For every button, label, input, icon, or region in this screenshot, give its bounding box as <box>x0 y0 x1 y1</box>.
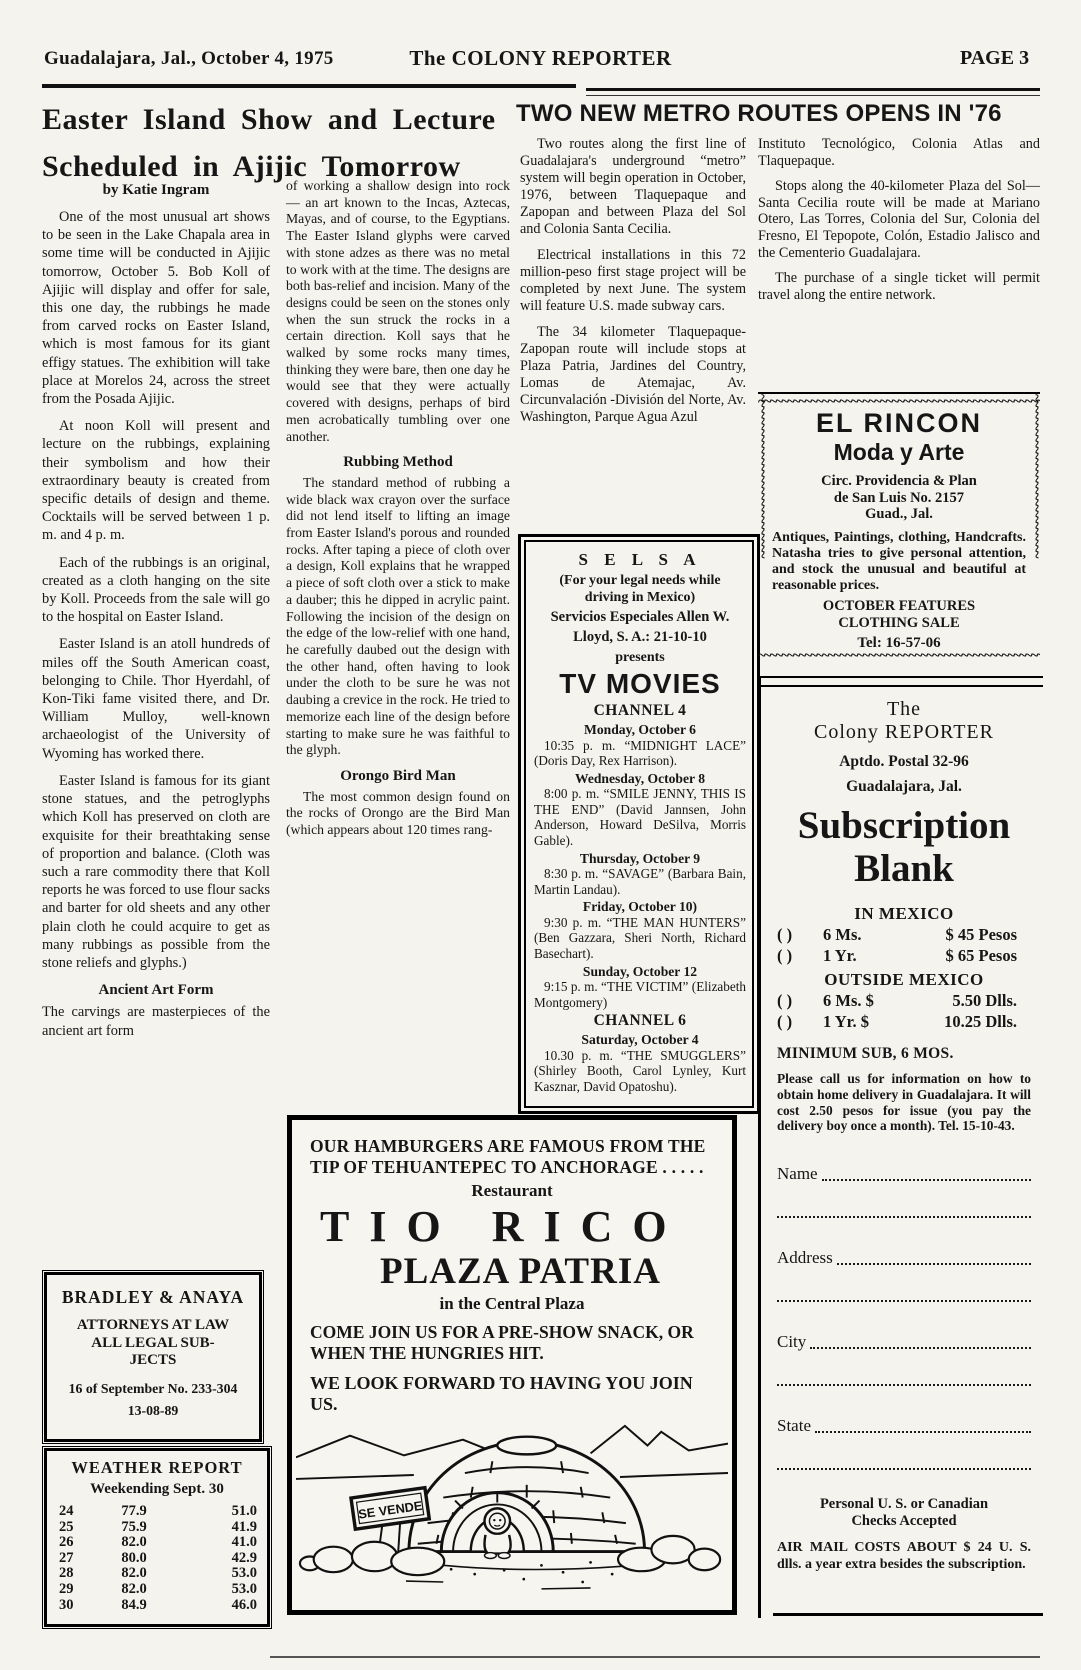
checkbox[interactable]: ( ) <box>777 925 793 944</box>
checkbox[interactable]: ( ) <box>777 946 793 965</box>
term: 1 Yr. <box>823 946 857 965</box>
tv-listing-day: Wednesday, October 8 <box>574 770 706 786</box>
name-field[interactable] <box>777 1164 1031 1184</box>
subscription-title: Blank <box>854 847 954 890</box>
metro-article-column-2 <box>758 136 1040 312</box>
horizon-line <box>296 1475 414 1479</box>
subscription-blank <box>758 676 1043 1618</box>
subhead-ancient-art-form: Ancient Art Form <box>98 982 214 999</box>
weather-table <box>59 1504 257 1613</box>
selsa-tagline: (For your legal needs while <box>559 573 721 588</box>
metro-article-headline: TWO NEW METRO ROUTES OPENS IN '76 <box>516 100 1002 127</box>
el-rincon-title: EL RINCON <box>815 408 982 438</box>
el-rincon-address: de San Luis No. 2157 <box>833 489 965 506</box>
paragraph: The most common design found on the rocks of Orongo are the Bird Man (which appears about 120 times rang- <box>286 788 510 838</box>
dotted-line[interactable] <box>777 1382 1031 1386</box>
horizon-line <box>620 1473 728 1477</box>
paragraph: Each of the rubbings is an original, created as a cloth hanging on the site by Koll. Proceeds from the sale will go to the hospital on Easter Island. <box>42 554 270 626</box>
firm-line: ATTORNEYS AT LAW <box>76 1317 230 1333</box>
term: 6 Ms. <box>823 925 862 944</box>
dotted-line[interactable] <box>815 1431 1031 1433</box>
checkbox[interactable]: ( ) <box>777 991 793 1010</box>
subhead-rubbing-method: Rubbing Method <box>343 454 453 471</box>
easter-headline-line1: Easter Island Show and Lecture <box>42 103 496 136</box>
weather-title: WEATHER REPORT <box>71 1458 243 1477</box>
city-field[interactable] <box>777 1332 1031 1352</box>
paragraph: The standard method of rubbing a wide black wax crayon over the surface did not lend itself to lifting an image from Easter Island's porous and rounded rocks. After taping a piece of cloth over a design, Koll explains that he wrapped a piece of soft cloth over a stick to make a dauber; this he dipped in acrylic paint. Following the incision of the design on the edge of the low-relief with one hand, he carefully daubed out the design with the other hand, often having to look under the cloth to be sure he was not daubing a crevice in the rock. He tried to memorize each line of the design before starting to make sure he was faithful to the glyph. <box>286 474 510 758</box>
byline: by Katie Ingram <box>102 182 210 198</box>
tv-listing-day: Saturday, October 4 <box>581 1032 699 1048</box>
tv-listing-text: 8:00 p. m. “SMILE JENNY, THIS IS THE END” (David Jannsen, John Anderson, Howard DeSilva, Morris Gable). <box>534 786 746 848</box>
checks-line: Checks Accepted <box>851 1513 957 1530</box>
tv-listing-day: Sunday, October 12 <box>582 963 698 979</box>
weather-row: 30 84.9 46.0 <box>59 1596 257 1613</box>
weather-row: 29 82.0 53.0 <box>59 1580 257 1597</box>
subscription-top-rule <box>761 676 1043 687</box>
paragraph: One of the most unusual art shows to be seen in the Lake Chapala area in some time will be conducted in Ajijic tomorrow, October 5. Bob Koll of Ajijic will display and offer for sale, this one day, the rubbings he made from carved rocks on Easter Island, which is most famous for its giant effigy statues. The exhibition will take place at Morelos 24, across the street from the Posada Ajijic. <box>42 209 270 408</box>
dotted-line[interactable] <box>777 1214 1031 1218</box>
se-vende-sign-text: SE VENDE <box>357 1497 424 1522</box>
checkbox[interactable]: ( ) <box>777 1012 793 1031</box>
dateline: Guadalajara, Jal., October 4, 1975 <box>44 48 334 69</box>
price: $ 65 Pesos <box>945 946 1017 965</box>
mountains-right <box>591 1426 728 1453</box>
dotted-line[interactable] <box>822 1179 1031 1181</box>
dotted-line[interactable] <box>837 1263 1031 1265</box>
el-rincon-phone: Tel: 16-57-06 <box>857 635 941 652</box>
subscription-option-row[interactable] <box>777 925 1031 945</box>
state-label: State <box>777 1416 811 1436</box>
selsa-presents: presents <box>615 650 665 665</box>
selsa-tv-movies-ad <box>524 540 754 1108</box>
header-rule-right-thin <box>586 95 1040 96</box>
bradley-anaya-ad <box>44 1272 262 1442</box>
paper-city: Guadalajara, Jal. <box>846 778 962 795</box>
term: 6 Ms. $ <box>823 991 874 1010</box>
tv-listing-text: 10:35 p. m. “MIDNIGHT LACE” (Doris Day, Rex Harrison). <box>534 737 746 769</box>
tio-rico-pitch: WE LOOK FORWARD TO HAVING YOU JOIN US. <box>310 1373 693 1414</box>
air-mail-note: AIR MAIL COSTS ABOUT $ 24 U. S. dlls. a year extra besides the subscription. <box>777 1540 1031 1572</box>
tio-rico-slogan: OUR HAMBURGERS ARE FAMOUS FROM THE TIP OF TEHUANTEPEC TO ANCHORAGE . . . . . <box>310 1136 706 1177</box>
igloo-cap <box>497 1437 556 1455</box>
selsa-agency: Lloyd, S. A.: 21-10-10 <box>573 629 707 645</box>
easter-article-headline <box>42 96 514 190</box>
wavy-border-top <box>758 396 1040 408</box>
firm-line: ALL LEGAL SUB- <box>91 1334 215 1351</box>
tv-listing-text: 9:30 p. m. “THE MAN HUNTERS” (Ben Gazzara, Sheri North, Richard Basechart). <box>534 914 746 961</box>
igloo-illustration <box>296 1396 728 1608</box>
weather-row: 25 75.9 41.9 <box>59 1518 257 1535</box>
el-rincon-subtitle: Moda y Arte <box>833 439 965 465</box>
address-field[interactable] <box>777 1248 1031 1268</box>
paragraph: of working a shallow design into rock — an art known to the Incas, Aztecas, Mayas, and of course, to the Egyptians. The Easter Island glyphs were carved with stone adzes as there was no metal to work with at the time. The designs are both bas-relief and incision. Many of the designs could be seen on the stones only when the sun struck the rocks in a certain direction. Koll says that he walked by some rocks many times, thinking they were bare, then one day he would see that they were actually covered with designs, perhaps of bird men acrobatically tumbling over one another. <box>286 178 510 444</box>
name-label: Name <box>777 1164 818 1184</box>
wavy-border-left <box>756 394 768 660</box>
tio-rico-pitch: COME JOIN US FOR A PRE-SHOW SNACK, OR WHEN THE HUNGRIES HIT. <box>310 1322 694 1363</box>
paper-name: The <box>886 698 922 720</box>
weather-subtitle: Weekending Sept. 30 <box>90 1481 224 1497</box>
weather-row: 28 82.0 53.0 <box>59 1565 257 1582</box>
price: $ 45 Pesos <box>945 925 1017 944</box>
price: 10.25 Dlls. <box>944 1012 1017 1031</box>
selsa-agency: Servicios Especiales Allen W. <box>550 609 730 625</box>
restaurant-name: TIO RICO <box>320 1202 687 1251</box>
mountains-left <box>296 1436 497 1458</box>
firm-line: JECTS <box>129 1352 177 1368</box>
tv-listing-day: Monday, October 6 <box>584 722 696 737</box>
state-field[interactable] <box>777 1416 1031 1436</box>
firm-address: 16 of September No. 233-304 <box>68 1380 238 1396</box>
easter-headline-line2: Scheduled in Ajijic Tomorrow <box>42 150 461 183</box>
subscription-option-row[interactable] <box>777 946 1031 966</box>
dotted-line[interactable] <box>777 1466 1031 1470</box>
masthead: The COLONY REPORTER <box>409 46 672 70</box>
term: 1 Yr. $ <box>823 1012 869 1031</box>
ground-speckles <box>450 1561 614 1583</box>
selsa-title: S E L S A <box>578 550 702 569</box>
weather-report <box>44 1448 270 1627</box>
weather-row: 24 77.9 51.0 <box>59 1503 257 1519</box>
firm-name: BRADLEY & ANAYA <box>61 1287 245 1307</box>
selsa-tagline: driving in Mexico) <box>584 590 696 605</box>
paragraph: Easter Island is famous for its giant stone statues, and the petroglyphs which Koll has preserved on cloth are exquisite for their breathtaking sense of proportion and balance. (Cloth was such a rare commodity there that Koll reports he was forced to use flour sacks and barter for old sheets and any other plain cloth he could acquire to get as many rubbings as possible from the stone reliefs and glyphs.) <box>42 772 270 971</box>
paragraph: Easter Island is an atoll hundreds of miles off the South American coast, belonging to Chile. Thor Hyerdahl, of Kon-Tiki fame visited there, and Dr. William Mulloy, well-known archaeologist of the University of Wyoming has worked there. <box>42 636 270 762</box>
minimum-sub-note: MINIMUM SUB, 6 MOS. <box>777 1045 954 1062</box>
tv-movies-title: TV MOVIES <box>559 668 721 699</box>
subhead-orongo-bird-man: Orongo Bird Man <box>340 767 456 784</box>
paragraph: Two routes along the first line of Guadalajara's underground “metro” system will begin operation in October, 1976, between Tlaquepaque and Zapopan and between Plaza del Sol and Colonia Santa Cecilia. <box>520 136 746 237</box>
paragraph: Electrical installations in this 72 million-peso first stage project will be completed by next June. The system will feature U.S. made subway cars. <box>520 247 746 314</box>
subscription-option-row[interactable] <box>777 1012 1031 1032</box>
in-mexico-heading: IN MEXICO <box>854 904 954 923</box>
restaurant-location: PLAZA PATRIA <box>380 1251 661 1292</box>
outside-mexico-heading: OUTSIDE MEXICO <box>824 970 984 989</box>
easter-article-column-2 <box>286 178 510 848</box>
weather-row: 26 82.0 41.0 <box>59 1534 257 1551</box>
dotted-line[interactable] <box>777 1298 1031 1302</box>
weather-row: 27 80.0 42.9 <box>59 1549 257 1566</box>
header-rule-right <box>586 88 1040 91</box>
page-bottom-rule <box>270 1656 1040 1658</box>
page-number: PAGE 3 <box>960 47 1030 69</box>
tv-listing-day: Friday, October 10) <box>582 899 698 915</box>
el-rincon-ad <box>758 392 1040 660</box>
subscription-bottom-rule <box>773 1613 1043 1616</box>
price: 5.50 Dlls. <box>952 991 1017 1010</box>
paragraph: The 34 kilometer Tlaquepaque-Zapopan route will include stops at Plaza Patria, Jardines del Country, Lomas de Atemajac, Av. Circunvalación -División del Norte, Av. Washington, Parque Agua Azul <box>520 324 746 425</box>
address-label: Address <box>777 1248 833 1268</box>
paragraph: At noon Koll will present and lecture on the rubbings, explaining their symbolism and how their extraordinary beauty is created from specific details of design and theme. Cocktails will be served between 1 p. m. and 4 p. m. <box>42 418 270 544</box>
paragraph: Stops along the 40-kilometer Plaza del Sol—Santa Cecilia route will be made at Mariano Otero, Las Torres, Colonia del Sur, Colonia del Fresno, El Tepopote, Colón, Estadio Jalisco and the Cementerio Guadalajara. <box>758 178 1040 261</box>
firm-phone: 13-08-89 <box>127 1402 179 1418</box>
checks-line: Personal U. S. or Canadian <box>819 1496 989 1513</box>
tio-rico-ad <box>287 1115 737 1615</box>
el-rincon-address: Guad., Jal. <box>865 506 933 522</box>
el-rincon-feature: CLOTHING SALE <box>838 615 960 632</box>
restaurant-sublocation: in the Central Plaza <box>439 1294 585 1313</box>
postal-box: Aptdo. Postal 32-96 <box>839 753 969 770</box>
checks-accepted-note <box>777 1496 1031 1530</box>
easter-article-column-1 <box>42 208 270 1049</box>
header-rule-left <box>42 84 576 88</box>
wavy-border-right <box>1030 394 1042 660</box>
channel-4-heading: CHANNEL 4 <box>593 702 687 719</box>
paragraph: Instituto Tecnológico, Colonia Atlas and Tlaquepaque. <box>758 136 1040 169</box>
channel-6-heading: CHANNEL 6 <box>593 1012 687 1030</box>
home-delivery-note: Please call us for information on how to obtain home delivery in Guadalajara. It will cost 2.50 pesos for issue (you pay the delivery boy once a month). Tel. 15-10-43. <box>777 1071 1031 1134</box>
paragraph: The purchase of a single ticket will permit travel along the entire network. <box>758 270 1040 303</box>
restaurant-label: Restaurant <box>471 1181 553 1200</box>
tv-listing-text: 10.30 p. m. “THE SMUGGLERS” (Shirley Booth, Carol Lynley, Kurt Kasznar, David Opatoshu). <box>534 1047 746 1094</box>
el-rincon-body: Antiques, Paintings, clothing, Handcrafts. Natasha tries to give personal attention, and stock the unusual and beautiful at reasonable prices. <box>772 529 1026 594</box>
metro-article-column-1 <box>520 136 746 435</box>
paragraph: The carvings are masterpieces of the ancient art form <box>42 1004 270 1039</box>
tv-listing-day: Thursday, October 9 <box>579 850 701 866</box>
subscription-title: Subscription <box>797 804 1011 847</box>
paper-name: Colony REPORTER <box>814 721 994 743</box>
tv-listing-text: 9:15 p. m. “THE VICTIM” (Elizabeth Montgomery) <box>534 979 746 1010</box>
el-rincon-feature: OCTOBER FEATURES <box>822 598 976 615</box>
el-rincon-address: Circ. Providencia & Plan <box>821 473 977 489</box>
tv-listing-text: 8:30 p. m. “SAVAGE” (Barbara Bain, Martin Landau). <box>534 866 746 897</box>
city-label: City <box>777 1332 807 1352</box>
dotted-line[interactable] <box>810 1347 1031 1349</box>
subscription-option-row[interactable] <box>777 991 1031 1011</box>
